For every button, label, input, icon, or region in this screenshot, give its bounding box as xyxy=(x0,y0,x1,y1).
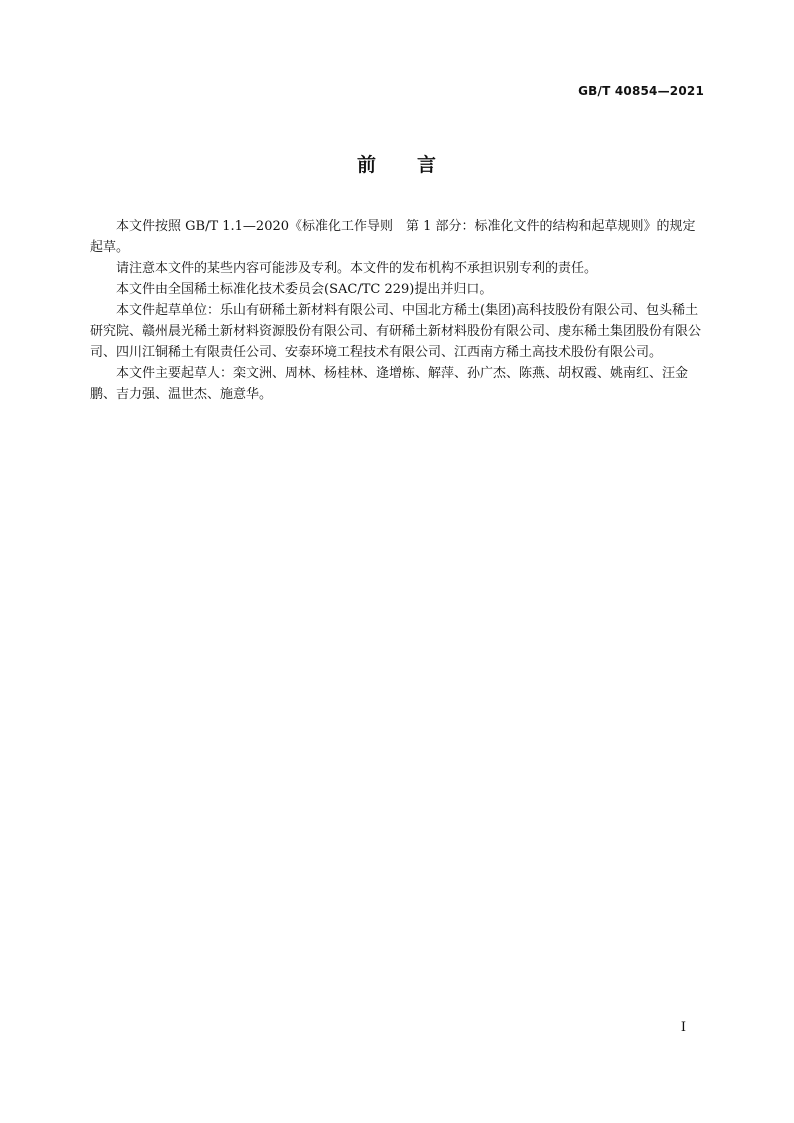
paragraph-drafting-rules: 本文件按照 GB/T 1.1—2020《标准化工作导则 第 1 部分：标准化文件的结构和起草规则》的规定起草。 xyxy=(90,219,696,255)
title-char-1: 前 xyxy=(356,154,377,176)
standard-number: GB/T 40854—2021 xyxy=(578,84,704,98)
page-number: I xyxy=(680,1020,686,1035)
paragraph-drafting-units: 本文件起草单位：乐山有研稀土新材料有限公司、中国北方稀土(集团)高科技股份有限公司、包头稀土研究院、赣州晨光稀土新材料资源股份有限公司、有研稀土新材料股份有限公司、虔东稀土集团股份有限公司、四川江铜稀土有限责任公司、安泰环境工程技术有限公司、江西南方稀土高技术股份有限公司。 xyxy=(90,303,702,360)
paragraph-drafters: 本文件主要起草人：栾文洲、周林、杨桂林、逄增栋、解萍、孙广杰、陈燕、胡权霞、姚南红、汪金鹏、吉力强、温世杰、施意华。 xyxy=(90,366,689,402)
paragraph-proposer: 本文件由全国稀土标准化技术委员会(SAC/TC 229)提出并归口。 xyxy=(116,282,493,297)
paragraph-patent-notice: 请注意本文件的某些内容可能涉及专利。本文件的发布机构不承担识别专利的责任。 xyxy=(116,261,598,276)
foreword-body xyxy=(90,216,704,405)
page-title xyxy=(0,150,794,177)
title-char-2: 言 xyxy=(417,154,438,176)
